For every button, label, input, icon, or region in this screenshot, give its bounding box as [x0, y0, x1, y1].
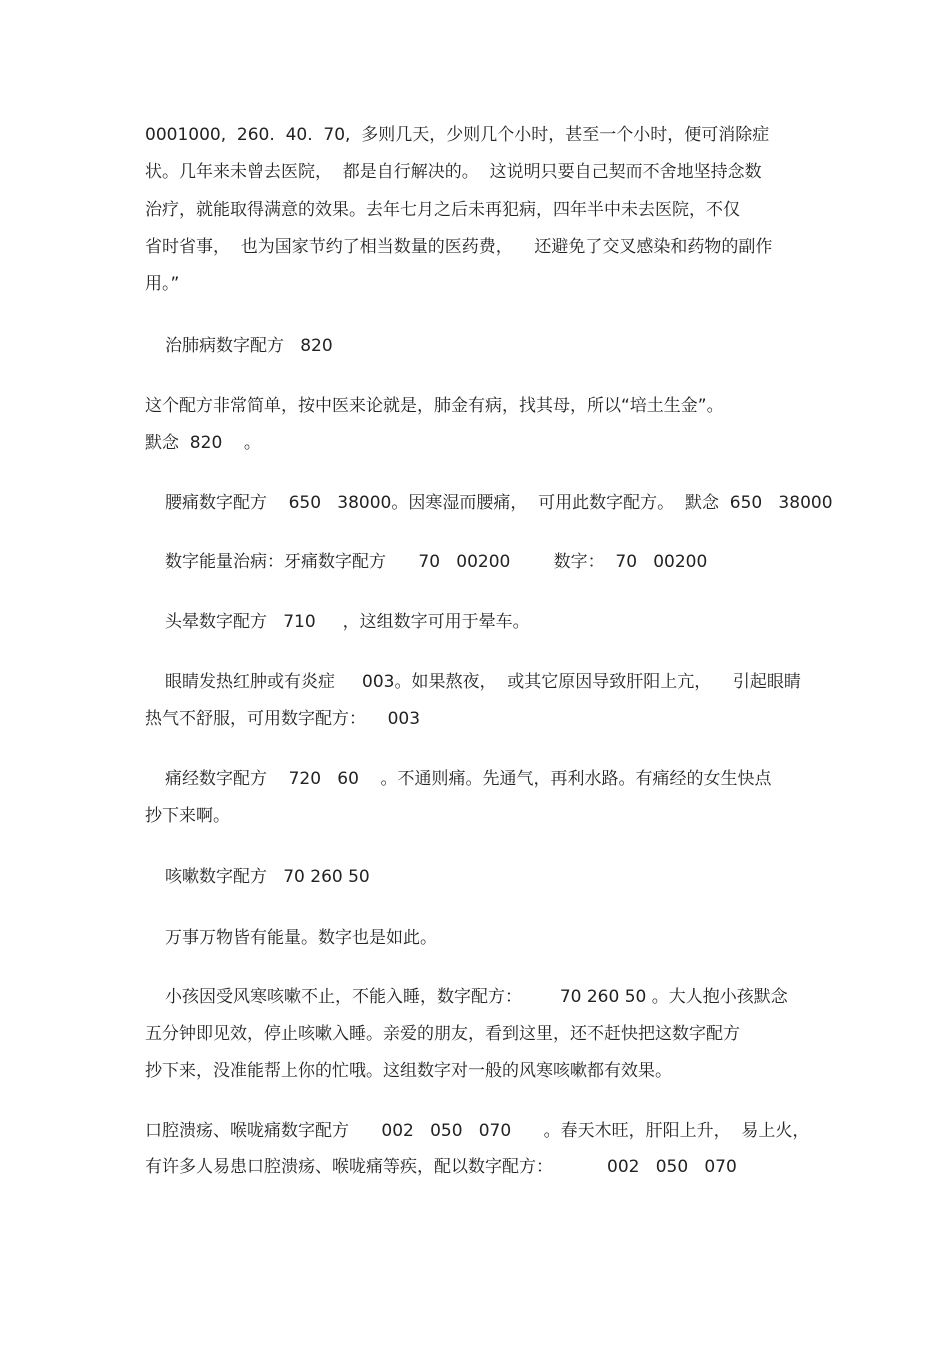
- heading-lung-formula: 治肺病数字配方 820: [165, 336, 333, 356]
- text-line-1: 0001000, 260. 40. 70, 多则几天，少则几个小时，甚至一个小时，便可消除症: [145, 125, 770, 145]
- mouth-ulcer-formula-line: 口腔溃疡、喉咙痛数字配方 002 050 070 。春天木旺，肝阳上升， 易上火，: [145, 1121, 810, 1141]
- toothache-formula-line: 数字能量治病：牙痛数字配方 70 00200 数字： 70 00200: [165, 552, 708, 572]
- text-line-3: 治疗，就能取得满意的效果。去年七月之后未再犯病，四年半中未去医院，不仅: [145, 200, 740, 220]
- text-line-4: 省时省事， 也为国家节约了相当数量的医药费， 还避免了交叉感染和药物的副作: [145, 237, 773, 257]
- text-line-7: 这个配方非常简单，按中医来论就是，肺金有病，找其母，所以“培土生金”。: [145, 396, 724, 416]
- text-line-15: 抄下来啊。: [145, 806, 230, 826]
- dysmenorrhea-formula-line: 痛经数字配方 720 60 。不通则痛。先通气，再利水路。有痛经的女生快点: [165, 769, 772, 789]
- text-line-20: 抄下来，没准能帮上你的忙哦。这组数字对一般的风寒咳嗽都有效果。: [145, 1061, 672, 1081]
- text-line-2: 状。几年来未曾去医院， 都是自行解决的。 这说明只要自己契而不舍地坚持念数: [145, 162, 762, 182]
- energy-statement-line: 万事万物皆有能量。数字也是如此。: [165, 928, 437, 948]
- lumbago-formula-line: 腰痛数字配方 650 38000。因寒湿而腰痛， 可用此数字配方。 默念 650 38000: [165, 493, 833, 513]
- text-line-13: 热气不舒服，可用数字配方： 003: [145, 709, 421, 729]
- dizziness-formula-line: 头晕数字配方 710 ，这组数字可用于晕车。: [165, 612, 530, 632]
- text-line-5: 用。”: [145, 274, 180, 294]
- text-line-8: 默念 820 。: [145, 433, 261, 453]
- eye-formula-line: 眼睛发热红肿或有炎症 003。如果熬夜， 或其它原因导致肝阳上亢， 引起眼睛: [165, 672, 801, 692]
- text-line-19: 五分钟即见效，停止咳嗽入睡。亲爱的朋友，看到这里，还不赶快把这数字配方: [145, 1024, 740, 1044]
- cough-formula-line: 咳嗽数字配方 70 260 50: [165, 867, 370, 887]
- child-cough-formula-line: 小孩因受风寒咳嗽不止，不能入睡，数字配方： 70 260 50 。大人抱小孩默念: [165, 987, 788, 1007]
- text-line-22: 有许多人易患口腔溃疡、喉咙痛等疾，配以数字配方： 002 050 070: [145, 1157, 737, 1177]
